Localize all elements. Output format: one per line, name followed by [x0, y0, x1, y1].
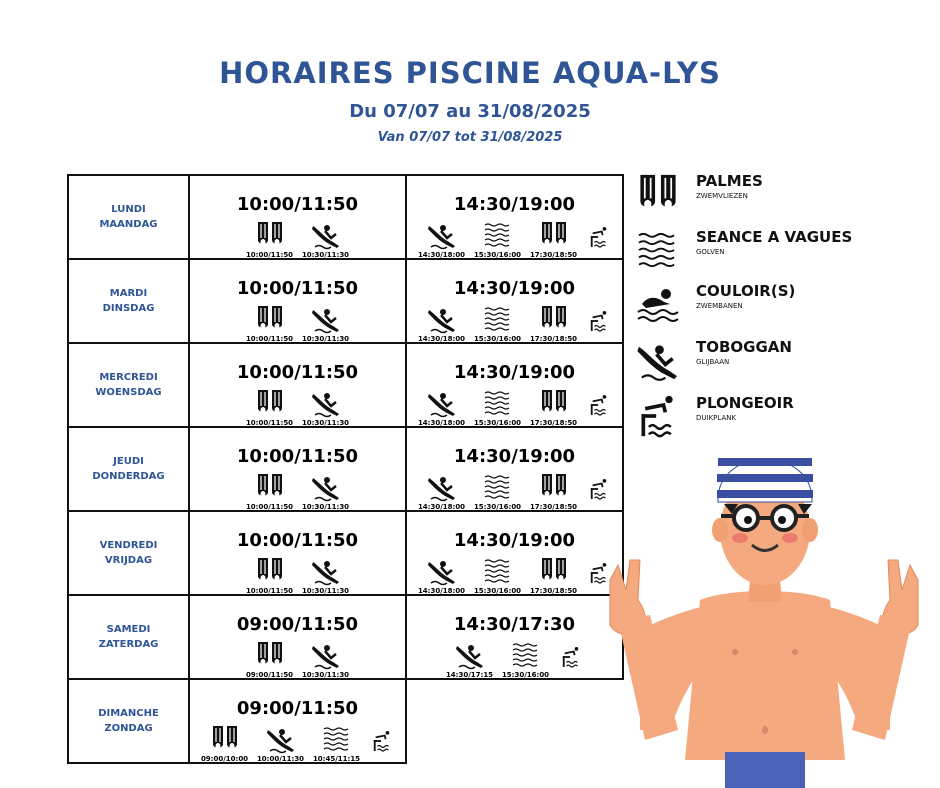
morning-slot	[189, 595, 406, 679]
slot-activities	[407, 304, 622, 343]
slot-activities	[190, 472, 405, 511]
day-name-fr: JEUDI	[113, 456, 144, 467]
slide-icon	[301, 220, 351, 259]
morning-slot	[189, 343, 406, 427]
slot-time-label: 10:00/11:50	[245, 503, 294, 511]
day-label	[68, 343, 189, 427]
slide-icon	[417, 472, 467, 511]
slot-activities	[190, 220, 405, 259]
schedule-row	[68, 175, 623, 259]
date-range-fr: Du 07/07 au 31/08/2025	[349, 101, 591, 122]
waves-icon	[473, 304, 523, 343]
afternoon-slot	[406, 427, 623, 511]
slot-time-label: 17:30/18:50	[529, 419, 578, 427]
slot-time-range: 14:30/19:00	[453, 194, 576, 215]
slot-time-label: 15:30/16:00	[473, 419, 522, 427]
slot-time-range: 14:30/19:00	[453, 530, 576, 551]
slot-activities	[407, 472, 622, 511]
slot-activities	[190, 304, 405, 343]
schedule-row	[68, 595, 623, 679]
date-range-nl: Van 07/07 tot 31/08/2025	[377, 130, 563, 145]
legend-subtitle: GLIJBAAN	[696, 358, 730, 366]
slot-time-range: 14:30/19:00	[453, 278, 576, 299]
day-label	[68, 511, 189, 595]
schedule-row	[68, 259, 623, 343]
slot-time-range: 10:00/11:50	[236, 194, 359, 215]
slot-activities	[407, 388, 622, 427]
slide-icon	[301, 640, 351, 679]
slide-icon	[417, 220, 467, 259]
slot-activities	[190, 640, 405, 679]
slot-activities	[407, 556, 622, 595]
fins-icon	[245, 556, 295, 595]
legend-name: PALMES	[696, 172, 763, 190]
slide-icon	[445, 640, 495, 679]
day-name-nl: ZONDAG	[104, 723, 153, 734]
slide-icon	[417, 556, 467, 595]
day-name-nl: WOENSDAG	[95, 387, 162, 398]
slot-time-range: 10:00/11:50	[236, 362, 359, 383]
slot-time-label: 10:00/11:50	[245, 251, 294, 259]
slide-icon	[417, 388, 467, 427]
diving-icon	[585, 388, 613, 427]
slot-time-range: 10:00/11:50	[236, 530, 359, 551]
swimmer-illustration	[600, 430, 930, 788]
slide-icon	[636, 338, 680, 382]
fins-icon	[529, 388, 579, 427]
diving-icon	[585, 304, 613, 343]
slot-time-range: 10:00/11:50	[236, 278, 359, 299]
slot-activities	[190, 556, 405, 595]
waves-icon	[473, 388, 523, 427]
schedule-row	[68, 679, 623, 763]
slot-time-label: 10:30/11:30	[301, 503, 350, 511]
fins-icon	[245, 640, 295, 679]
slot-time-label: 17:30/18:50	[529, 251, 578, 259]
fins-icon	[529, 304, 579, 343]
day-label	[68, 175, 189, 259]
day-name-fr: DIMANCHE	[98, 708, 159, 719]
slot-time-label: 10:00/11:30	[256, 755, 305, 763]
waves-icon	[501, 640, 551, 679]
slot-time-label: 15:30/16:00	[473, 335, 522, 343]
diving-icon	[557, 640, 585, 679]
slot-time-range: 09:00/11:50	[236, 698, 359, 719]
slot-activities	[407, 640, 622, 679]
slot-activities	[190, 724, 405, 763]
waves-icon	[312, 724, 362, 763]
slot-time-label: 14:30/18:00	[417, 251, 466, 259]
slot-time-label: 15:30/16:00	[473, 587, 522, 595]
slot-time-label: 14:30/18:00	[417, 335, 466, 343]
slot-time-label: 10:30/11:30	[301, 335, 350, 343]
day-name-fr: MARDI	[109, 288, 148, 299]
lane-swimmer-icon	[636, 282, 680, 326]
slide-icon	[301, 472, 351, 511]
schedule-table	[67, 174, 624, 764]
legend-name: PLONGEOIR	[696, 394, 794, 412]
slot-time-label: 15:30/16:00	[473, 251, 522, 259]
waves-icon	[473, 472, 523, 511]
waves-icon	[473, 220, 523, 259]
legend-subtitle: ZWEMVLIEZEN	[696, 192, 748, 200]
schedule-row	[68, 511, 623, 595]
day-name-nl: DINSDAG	[102, 303, 155, 314]
fins-icon	[245, 304, 295, 343]
slot-activities	[190, 388, 405, 427]
schedule-row	[68, 343, 623, 427]
morning-slot	[189, 679, 406, 763]
legend-name: COULOIR(S)	[696, 282, 796, 300]
afternoon-slot	[406, 595, 623, 679]
morning-slot	[189, 511, 406, 595]
legend-name: TOBOGGAN	[696, 338, 792, 356]
slide-icon	[301, 388, 351, 427]
slot-time-range: 14:30/19:00	[453, 362, 576, 383]
diving-icon	[585, 220, 613, 259]
empty-slot	[406, 679, 623, 763]
slide-icon	[417, 304, 467, 343]
slot-time-label: 14:30/18:00	[417, 419, 466, 427]
waves-icon	[636, 228, 680, 272]
slot-time-label: 10:30/11:30	[301, 251, 350, 259]
legend-subtitle: DUIKPLANK	[696, 414, 737, 422]
page-title: HORAIRES PISCINE AQUA-LYS	[219, 56, 721, 90]
slot-time-range: 09:00/11:50	[236, 614, 359, 635]
day-name-nl: MAANDAG	[99, 219, 158, 230]
slot-time-label: 15:30/16:00	[501, 671, 550, 679]
fins-icon	[529, 220, 579, 259]
waves-icon	[473, 556, 523, 595]
slot-time-label: 17:30/18:50	[529, 335, 578, 343]
slot-time-label: 17:30/18:50	[529, 503, 578, 511]
slot-time-label: 17:30/18:50	[529, 587, 578, 595]
fins-icon	[529, 472, 579, 511]
fins-icon	[245, 472, 295, 511]
slot-time-label: 10:00/11:50	[245, 335, 294, 343]
legend-subtitle: GOLVEN	[696, 248, 725, 256]
day-label	[68, 427, 189, 511]
afternoon-slot	[406, 259, 623, 343]
day-name-fr: VENDREDI	[99, 540, 158, 551]
slot-time-label: 10:45/11:15	[312, 755, 361, 763]
slot-time-label: 10:00/11:50	[245, 419, 294, 427]
afternoon-slot	[406, 343, 623, 427]
afternoon-slot	[406, 175, 623, 259]
slot-time-range: 14:30/19:00	[453, 446, 576, 467]
day-label	[68, 679, 189, 763]
fins-icon	[636, 172, 680, 216]
slot-time-label: 14:30/17:15	[445, 671, 494, 679]
day-name-nl: VRIJDAG	[104, 555, 153, 566]
legend-name: SEANCE A VAGUES	[696, 228, 853, 246]
slot-time-label: 14:30/18:00	[417, 503, 466, 511]
fins-icon	[200, 724, 250, 763]
afternoon-slot	[406, 511, 623, 595]
fins-icon	[245, 220, 295, 259]
slot-time-label: 15:30/16:00	[473, 503, 522, 511]
morning-slot	[189, 175, 406, 259]
slide-icon	[301, 304, 351, 343]
day-name-fr: MERCREDI	[99, 372, 158, 383]
day-label	[68, 259, 189, 343]
legend-subtitle: ZWEMBANEN	[696, 302, 743, 310]
slot-time-label: 10:30/11:30	[301, 671, 350, 679]
slide-icon	[256, 724, 306, 763]
day-name-fr: LUNDI	[111, 204, 146, 215]
slot-time-range: 14:30/17:30	[453, 614, 576, 635]
slot-time-label: 10:30/11:30	[301, 419, 350, 427]
day-name-nl: ZATERDAG	[98, 639, 159, 650]
day-name-fr: SAMEDI	[106, 624, 151, 635]
morning-slot	[189, 259, 406, 343]
slot-activities	[407, 220, 622, 259]
slot-time-range: 10:00/11:50	[236, 446, 359, 467]
fins-icon	[245, 388, 295, 427]
fins-icon	[529, 556, 579, 595]
diving-icon	[368, 724, 396, 763]
slot-time-label: 10:00/11:50	[245, 587, 294, 595]
day-label	[68, 595, 189, 679]
morning-slot	[189, 427, 406, 511]
day-name-nl: DONDERDAG	[92, 471, 165, 482]
schedule-row	[68, 427, 623, 511]
slide-icon	[301, 556, 351, 595]
slot-time-label: 14:30/18:00	[417, 587, 466, 595]
slot-time-label: 09:00/11:50	[245, 671, 294, 679]
slot-time-label: 09:00/10:00	[200, 755, 249, 763]
slot-time-label: 10:30/11:30	[301, 587, 350, 595]
